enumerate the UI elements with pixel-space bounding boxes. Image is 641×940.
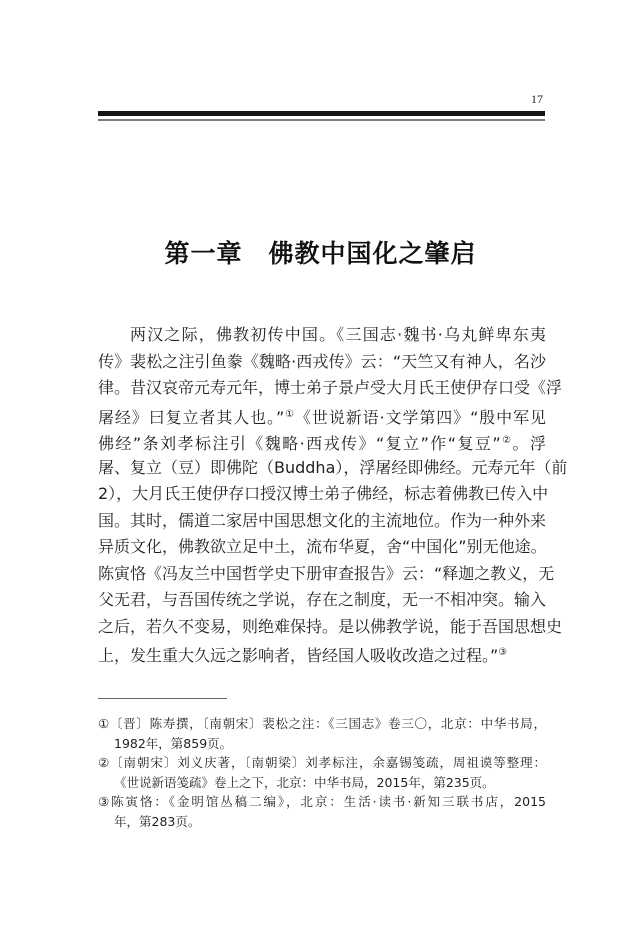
body-line-text: 。浮: [512, 434, 546, 453]
footnote-line: ②〔南朝宋〕刘义庆著，〔南朝梁〕刘孝标注，余嘉锡笺疏，周祖谟等整理：: [98, 755, 546, 770]
footnote-line: 1982年，第859页。: [114, 735, 233, 751]
footnote-3: [98, 792, 546, 831]
footnote-line: ①〔晋〕陈寿撰，〔南朝宋〕裴松之注：《三国志》卷三〇，北京：中华书局，: [98, 716, 546, 731]
footnotes: [98, 714, 546, 831]
body-line: 国。其时，儒道二家居中国思想文化的主流地位。作为一种外来: [98, 510, 547, 530]
body-line: 陈寅恪《冯友兰中国哲学史下册审查报告》云：“释迦之教义，无: [98, 563, 555, 583]
footnote-separator: [98, 698, 227, 699]
body-line: 2），大月氏王使伊存口授汉博士弟子佛经，标志着佛教已传入中: [98, 484, 549, 503]
body-line-text: 佛经”条刘孝标注引《魏略·西戎传》“复立”作“复豆”: [98, 434, 501, 453]
body-line-text: 上，发生重大久远之影响者，皆经国人吸收改造之过程。”: [98, 646, 499, 665]
footnote-line: 年，第283页。: [114, 813, 201, 829]
body-line-text: 屠经》曰复立者其人也。”: [98, 407, 285, 427]
footnote-ref-3[interactable]: ③: [498, 647, 508, 658]
page-number: 17: [531, 92, 543, 106]
footnote-1: [98, 714, 546, 753]
body-line-text: 《世说新语·文学第四》“殷中军见: [295, 407, 546, 427]
body-line: 屠、复立（豆）即佛陀（Buddha），浮屠经即佛经。元寿元年（前: [98, 457, 568, 477]
chapter-title: [0, 234, 641, 270]
body-line: 两汉之际，佛教初传中国。《三国志·魏书·乌丸鲜卑东夷: [130, 325, 546, 344]
footnote-line: ③陈寅恪：《金明馆丛稿二编》，北京：生活·读书·新知三联书店，2015: [98, 794, 546, 809]
footnote-line: 《世说新语笺疏》卷上之下，北京：中华书局，2015年，第235页。: [114, 774, 495, 790]
body-line: 传》裴松之注引鱼豢《魏略·西戎传》云：“天竺又有神人，名沙: [98, 351, 546, 371]
header-rule-thin: [98, 119, 545, 121]
body-line: 异质文化，佛教欲立足中土，流布华夏，舍“中国化”别无他途。: [98, 537, 547, 556]
body-paragraph: [98, 322, 568, 667]
header-rule-thick: [98, 111, 545, 116]
body-line: 之后，若久不变易，则绝难保持。是以佛教学说，能于吾国思想史: [98, 616, 563, 636]
body-line: 律。昔汉哀帝元寿元年，博士弟子景卢受大月氏王使伊存口受《浮: [98, 378, 563, 397]
body-line: 父无君，与吾国传统之学说，存在之制度，无一不相冲突。输入: [98, 590, 547, 609]
chapter-name: 佛教中国化之肇启: [268, 239, 477, 268]
body-line: [98, 402, 546, 429]
footnote-2: [98, 753, 546, 792]
chapter-number: 第一章: [164, 239, 243, 268]
body-line: [98, 640, 546, 667]
body-line: [98, 428, 546, 455]
footnote-ref-2[interactable]: ②: [500, 435, 513, 446]
footnote-ref-1[interactable]: ①: [284, 408, 296, 420]
